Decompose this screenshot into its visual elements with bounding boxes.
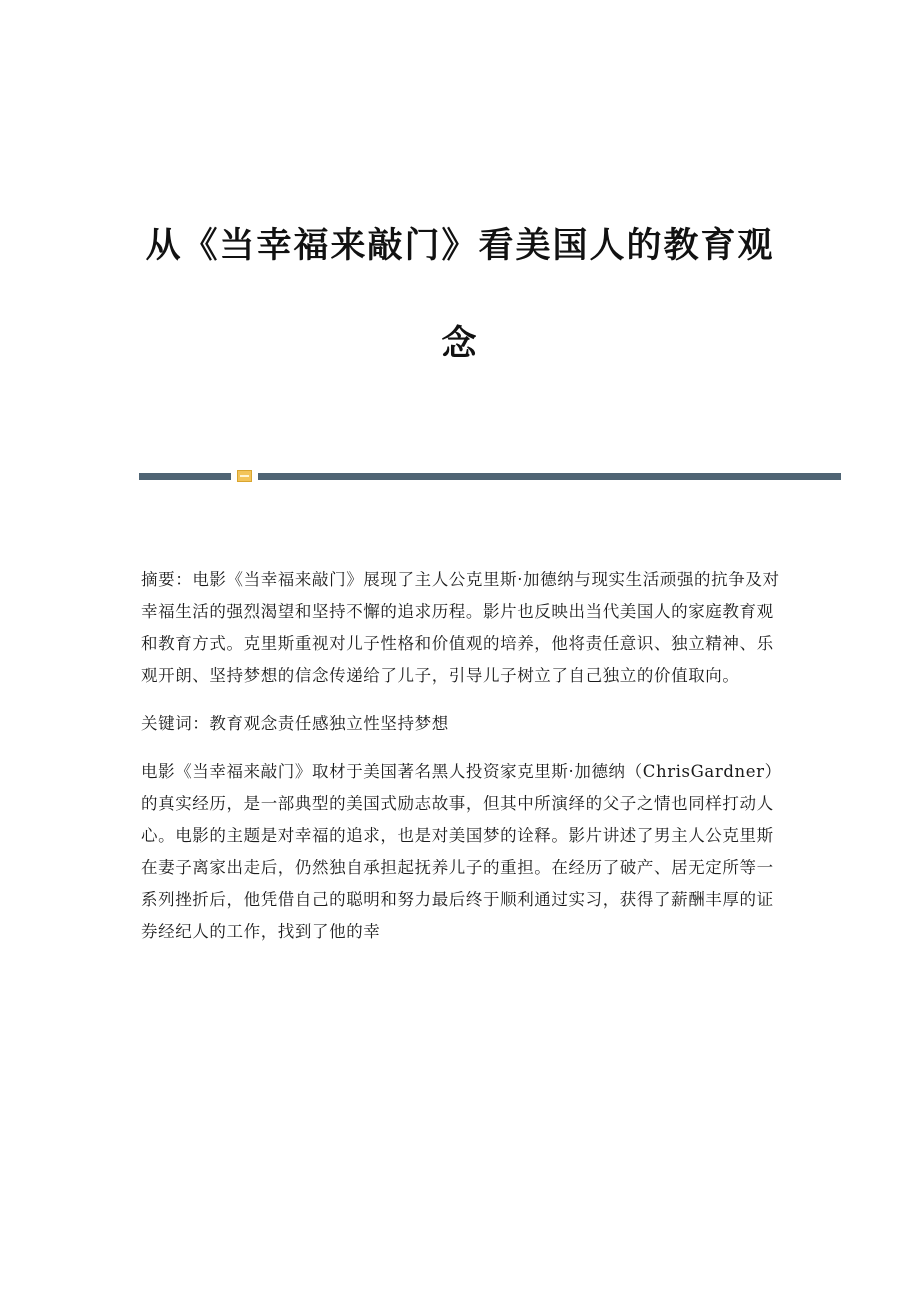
keywords-label: 关键词： [141,714,210,733]
divider-bar-left [139,473,231,480]
abstract-text: 电影《当幸福来敲门》展现了主人公克里斯·加德纳与现实生活顽强的抗争及对幸福生活的强烈渴望和坚持不懈的追求历程。影片也反映出当代美国人的家庭教育观和教育方式。克里斯重视对儿子性格和价值观的培养，他将责任意识、独立精神、乐观开朗、坚持梦想的信念传递给了儿子，引导儿子树立了自己独立的价值取向。 [141,570,780,685]
document-title-line-2: 念 [441,323,479,364]
title-divider [139,470,841,482]
document-title-line-1: 从《当幸福来敲门》看美国人的教育观 [145,225,775,266]
divider-ornament-icon [237,470,252,482]
keywords-text: 教育观念责任感独立性坚持梦想 [209,714,449,733]
abstract-paragraph [141,564,781,692]
abstract-label: 摘要： [141,570,193,589]
keywords-paragraph [141,708,781,740]
divider-bar-right [258,473,841,480]
body-paragraph-1: 电影《当幸福来敲门》取材于美国著名黑人投资家克里斯·加德纳（ChrisGardner）的真实经历，是一部典型的美国式励志故事，但其中所演绎的父子之情也同样打动人心。电影的主题是对幸福的追求，也是对美国梦的诠释。影片讲述了男主人公克里斯在妻子离家出走后，仍然独自承担起抚养儿子的重担。在经历了破产、居无定所等一系列挫折后，他凭借自己的聪明和努力最后终于顺利通过实习，获得了薪酬丰厚的证券经纪人的工作，找到了他的幸 [141,762,774,941]
document-body [141,564,781,964]
